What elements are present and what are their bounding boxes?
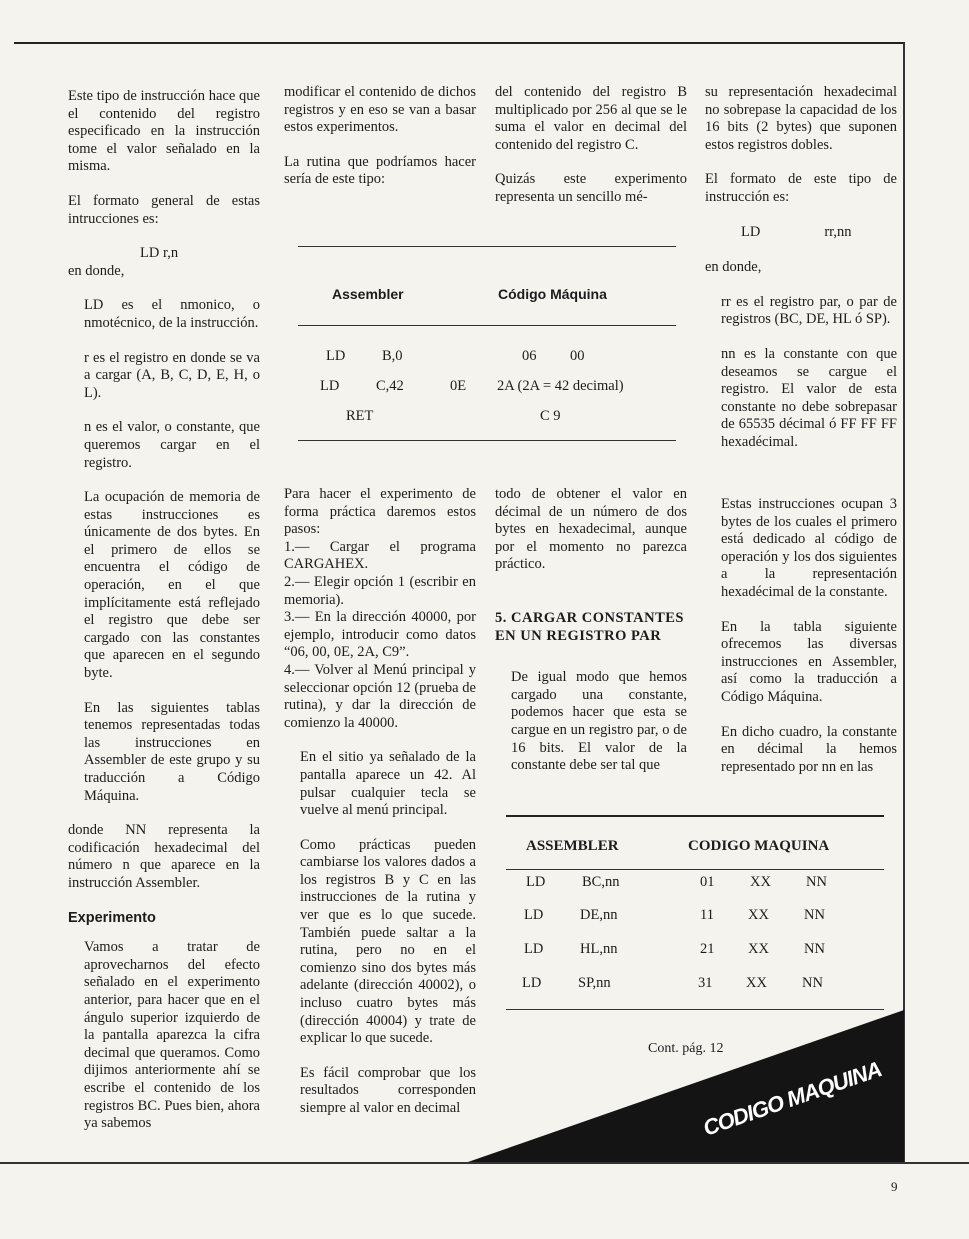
table-rule: [298, 246, 676, 247]
paragraph: Vamos a tratar de aprovecharnos del efecto señalado en el experimento anterior, para hacer que en el ángulo superior izquierdo de la pantalla aparezca la cifra decimal que queramos. Como dijimos anteriormente ahí se escribe el contenido de los registros BC. Pues bien, ahora ya sabemos: [84, 939, 260, 1132]
table-cell: 21: [700, 941, 715, 957]
table-cell: BC,nn: [582, 874, 620, 890]
table-cell: XX: [750, 874, 771, 890]
en-donde: en donde,: [68, 262, 125, 279]
paragraph: n es el valor, o constante, que queremos cargar en el registro.: [84, 419, 260, 471]
step: 1.— Cargar el programa CARGAHEX.: [284, 538, 476, 573]
table-cell: 31: [698, 975, 713, 991]
paragraph: El formato general de estas intrucciones es:: [68, 192, 260, 227]
column-1: [68, 88, 260, 1150]
paragraph: La rutina que podríamos hacer sería de este tipo:: [284, 153, 476, 188]
section-heading: 5. CARGAR CONSTANTES EN UN REGISTRO PAR: [495, 609, 684, 644]
format-op: LD: [741, 223, 761, 240]
table-rule: [506, 869, 884, 870]
codigo-maquina-banner: [468, 1010, 904, 1162]
table-rule: [298, 440, 676, 441]
section-heading: Experimento: [68, 909, 156, 926]
table-cell: C,42: [376, 378, 404, 394]
banner-text: CODIGO MAQUINA: [699, 1056, 885, 1141]
paragraph: LD es el nmonico, o nmotécnico, de la instrucción.: [84, 297, 260, 331]
table-cell: LD: [320, 378, 340, 394]
paragraph: modificar el contenido de dichos registros y en eso se van a basar estos experimentos.: [284, 84, 476, 136]
paragraph: De igual modo que hemos cargado una constante, podemos hacer que esta se cargue en un registro par, o de 16 bits. El valor de la constante debe ser tal que: [511, 669, 687, 774]
paragraph: donde NN representa la codificación hexadecimal del número n que aparece en la instrucción Assembler.: [68, 822, 260, 891]
column-4-bottom: [705, 496, 897, 793]
right-rule: [903, 42, 905, 1162]
table-header-code: CODIGO MAQUINA: [688, 838, 830, 854]
step: 2.— Elegir opción 1 (escribir en memoria).: [284, 573, 476, 608]
table-cell: LD: [524, 941, 544, 957]
paragraph: del contenido del registro B multiplicado por 256 al que se le suma el valor en decimal del contenido del registro C.: [495, 84, 687, 153]
table-cell: 00: [570, 348, 585, 364]
table-cell: DE,nn: [580, 907, 618, 923]
column-3-top: [495, 84, 687, 224]
table-cell: 0E: [450, 378, 467, 394]
paragraph: r es el registro en donde se va a cargar (A, B, C, D, E, H, o L).: [84, 349, 260, 401]
paragraph: El formato de este tipo de instrucción es:: [705, 171, 897, 205]
table-cell: XX: [746, 975, 767, 991]
table-cell: RET: [346, 408, 374, 424]
table-cell: NN: [804, 907, 825, 923]
paragraph: En dicho cuadro, la constante en décimal la hemos representado por nn en las: [721, 723, 897, 775]
table-cell: HL,nn: [580, 941, 618, 957]
paragraph: su representación hexadecimal no sobrepase la capacidad de los 16 bits (2 bytes) que suponen estos registros dobles.: [705, 84, 897, 153]
table-cell: NN: [804, 941, 825, 957]
table-cell: 11: [700, 907, 714, 923]
table-cell: SP,nn: [578, 975, 611, 991]
paragraph: Para hacer el experimento de forma práctica daremos estos pasos:: [284, 486, 476, 538]
en-donde: en donde,: [705, 259, 762, 276]
table-cell: XX: [748, 907, 769, 923]
column-2-bottom: [284, 486, 476, 1135]
table-cell: NN: [806, 874, 827, 890]
paragraph: Como prácticas pueden cambiarse los valores dados a los registros B y C en las instrucciones de la rutina y ver que es lo que sucede. También puede saltar a la rutina, pero no en el comienzo sino dos bytes más adelante (dirección 40002), o incluso cuatro bytes más (dirección 40004) y trate de explicar lo que sucede.: [300, 836, 476, 1047]
continued-note: Cont. pág. 12: [648, 1041, 724, 1056]
column-2-top: [284, 84, 476, 206]
column-3-bottom: [495, 486, 687, 792]
format-arg: rr,nn: [824, 223, 852, 240]
paragraph: En el sitio ya señalado de la pantalla aparece un 42. Al pulsar cualquier tecla se vuelve al menú principal.: [300, 749, 476, 819]
table-header-code: Código Máquina: [498, 286, 607, 302]
table-cell: NN: [802, 975, 823, 991]
paragraph: En las siguientes tablas tenemos representadas todas las instrucciones en Assembler de este grupo y su traducción a Código Máquina.: [84, 699, 260, 804]
paragraph: En la tabla siguiente ofrecemos las diversas instrucciones en Assembler, así como la traducción a Código Máquina.: [721, 618, 897, 705]
table-cell: LD: [526, 874, 546, 890]
format-line: [741, 224, 897, 242]
table-rule: [298, 325, 676, 326]
paragraph: Estas instrucciones ocupan 3 bytes de los cuales el primero está dedicado al código de operación y los dos siguientes a la representación hexadécimal de la constante.: [721, 496, 897, 600]
table-cell: LD: [524, 907, 544, 923]
table-cell: C 9: [540, 408, 561, 424]
paragraph: rr es el registro par, o par de registros (BC, DE, HL ó SP).: [721, 293, 897, 328]
paragraph: Quizás este experimento representa un sencillo mé-: [495, 171, 687, 205]
table-cell: LD: [326, 348, 346, 364]
table-cell: 06: [522, 348, 537, 364]
page-number: 9: [891, 1179, 898, 1194]
table-header-assembler: ASSEMBLER: [526, 838, 619, 854]
paragraph: todo de obtener el valor en décimal de un número de dos bytes en hexadecimal, aunque por el momento no parezca práctico.: [495, 486, 687, 573]
paragraph: nn es la constante con que deseamos se cargue el registro. El valor de esta constante no debe sobrepasar de 65535 décimal ó FF FF FF hexadécimal.: [721, 345, 897, 450]
table-cell: B,0: [382, 348, 403, 364]
format-line: LD r,n: [140, 245, 179, 262]
paragraph: Es fácil comprobar que los resultados corresponden siempre al valor en decimal: [300, 1064, 476, 1116]
table-cell: 2A (2A = 42 decimal): [497, 378, 624, 394]
step: 3.— En la dirección 40000, por ejemplo, introducir como datos “06, 00, 0E, 2A, C9”.: [284, 609, 476, 661]
column-4-top: [705, 84, 897, 469]
top-rule: [14, 42, 904, 44]
paragraph: La ocupación de memoria de estas instrucciones es únicamente de dos bytes. En el primero de ellos se encuentra el código de operación, en el que implícitamente está reflejado el registro que debe ser cargado con las constantes que aparecen en el segundo byte.: [84, 489, 260, 682]
bottom-rule: [0, 1162, 969, 1164]
table-cell: 01: [700, 874, 715, 890]
table-header-assembler: Assembler: [332, 286, 404, 302]
step: 4.— Volver al Menú principal y seleccionar opción 12 (prueba de rutina), y dar la dirección de comienzo la 40000.: [284, 661, 476, 731]
paragraph: Este tipo de instrucción hace que el contenido del registro especificado en la instrucción tome el valor señalado en la misma.: [68, 88, 260, 175]
table-cell: XX: [748, 941, 769, 957]
table-rule: [506, 815, 884, 817]
table-cell: LD: [522, 975, 542, 991]
